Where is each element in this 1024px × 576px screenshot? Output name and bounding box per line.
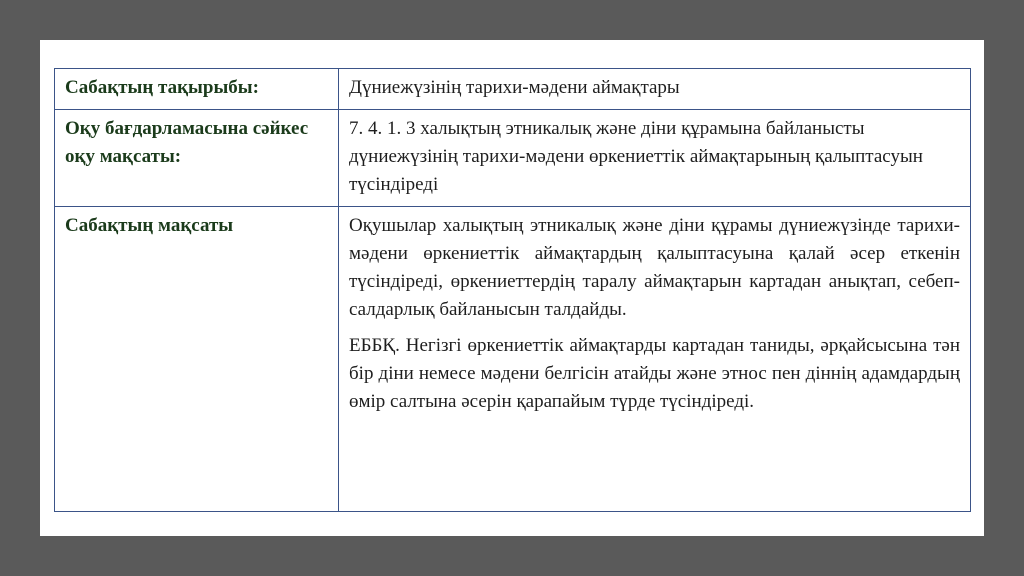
table-row <box>55 69 971 110</box>
lesson-goal-paragraph: Оқушылар халықтың этникалық және діни құрамы дүниежүзінде тарихи-мәдени өркениеттік аймақтардың қалыптасуына қалай әсер еткенін түсіндіреді, өркениеттердің таралу аймақтарын картадан анықтап, себеп-салдарлық байланысын талдайды. <box>349 215 960 320</box>
table-row <box>55 110 971 207</box>
slide <box>40 40 984 536</box>
special-needs-goal-paragraph: ЕББҚ. Негізгі өркениеттік аймақтарды картадан таниды, әрқайсысына тән бір діни немесе мәдени белгісін атайды және этнос пен діннің адамдардың өмір салтына әсерін қарапайым түрде түсіндіреді. <box>349 335 960 412</box>
lesson-topic-label: Сабақтың тақырыбы: <box>55 69 339 110</box>
lesson-goal-label: Сабақтың мақсаты <box>55 207 339 512</box>
curriculum-objective-value: 7. 4. 1. 3 халықтың этникалық және діни құрамына байланысты дүниежүзінің тарихи-мәдени өркениеттік аймақтарының қалыптасуын түсіндіреді <box>339 110 971 207</box>
lesson-topic-value: Дүниежүзінің тарихи-мәдени аймақтары <box>339 69 971 110</box>
lesson-plan-table <box>54 68 971 512</box>
lesson-goal-cell <box>339 207 971 512</box>
curriculum-objective-label: Оқу бағдарламасына сәйкес оқу мақсаты: <box>55 110 339 207</box>
table-row <box>55 207 971 512</box>
